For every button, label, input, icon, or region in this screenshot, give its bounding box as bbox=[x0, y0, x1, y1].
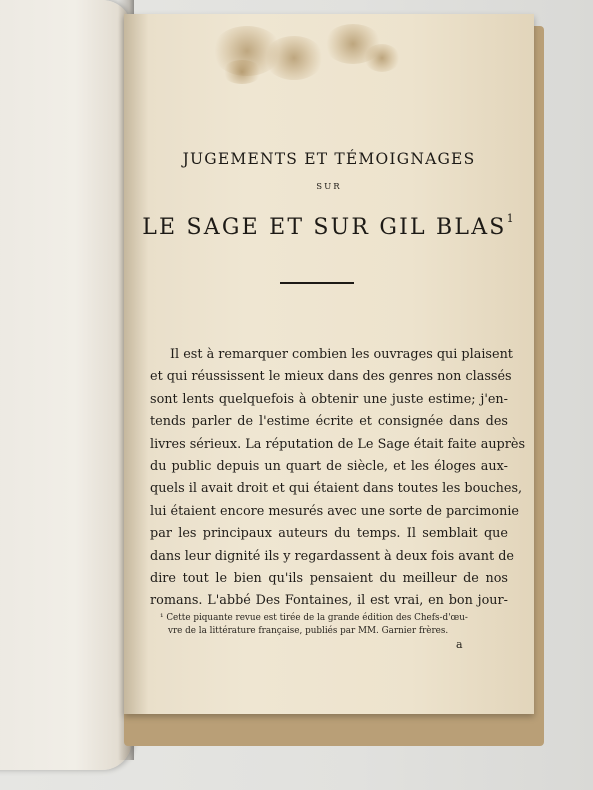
heading-sur: SUR bbox=[316, 182, 342, 192]
text-line: Il est à remarquer combien les ouvrages qui plaisent bbox=[170, 347, 513, 362]
text-line: du public depuis un quart de siècle, et les éloges aux- bbox=[150, 459, 508, 475]
foxing-stain bbox=[222, 60, 262, 84]
body-paragraph bbox=[150, 344, 526, 613]
left-page bbox=[0, 0, 132, 770]
title-rule bbox=[280, 282, 354, 284]
text-line: dans leur dignité ils y regardassent à deux fois avant de bbox=[150, 548, 514, 564]
text-line: livres sérieux. La réputation de Le Sage était faite auprès bbox=[150, 436, 526, 452]
text-line: tends parler de l'estime écrite et consignée dans des bbox=[150, 414, 508, 430]
footnote-line: ¹ Cette piquante revue est tirée de la grande édition des Chefs-d'œu- bbox=[160, 613, 468, 623]
text-line: sont lents quelquefois à obtenir une juste estime; j'en- bbox=[150, 391, 508, 407]
heading-line-1: JUGEMENTS ET TÉMOIGNAGES bbox=[182, 150, 476, 168]
text-line: dire tout le bien qu'ils pensaient du meilleur de nos bbox=[150, 571, 508, 587]
text-line: et qui réussissent le mieux dans des genres non classés bbox=[150, 369, 512, 385]
right-page bbox=[124, 14, 534, 714]
text-line: quels il avait droit et qui étaient dans toutes les bouches, bbox=[150, 481, 523, 497]
footnote-marker: 1 bbox=[506, 211, 516, 225]
footnote bbox=[160, 612, 500, 638]
heading-title: LE SAGE ET SUR GIL BLAS bbox=[142, 215, 507, 240]
footnote-line: vre de la littérature française, publiés par MM. Garnier frères. bbox=[168, 626, 449, 636]
text-line: lui étaient encore mesurés avec une sorte de parcimonie bbox=[150, 503, 519, 519]
foxing-stain bbox=[264, 36, 324, 80]
heading-line-2 bbox=[124, 211, 534, 240]
signature-mark: a bbox=[456, 638, 463, 651]
text-line: romans. L'abbé Des Fontaines, il est vrai, en bon jour- bbox=[150, 593, 508, 609]
foxing-stain bbox=[364, 44, 400, 72]
text-line: par les principaux auteurs du temps. Il semblait que bbox=[150, 526, 508, 542]
